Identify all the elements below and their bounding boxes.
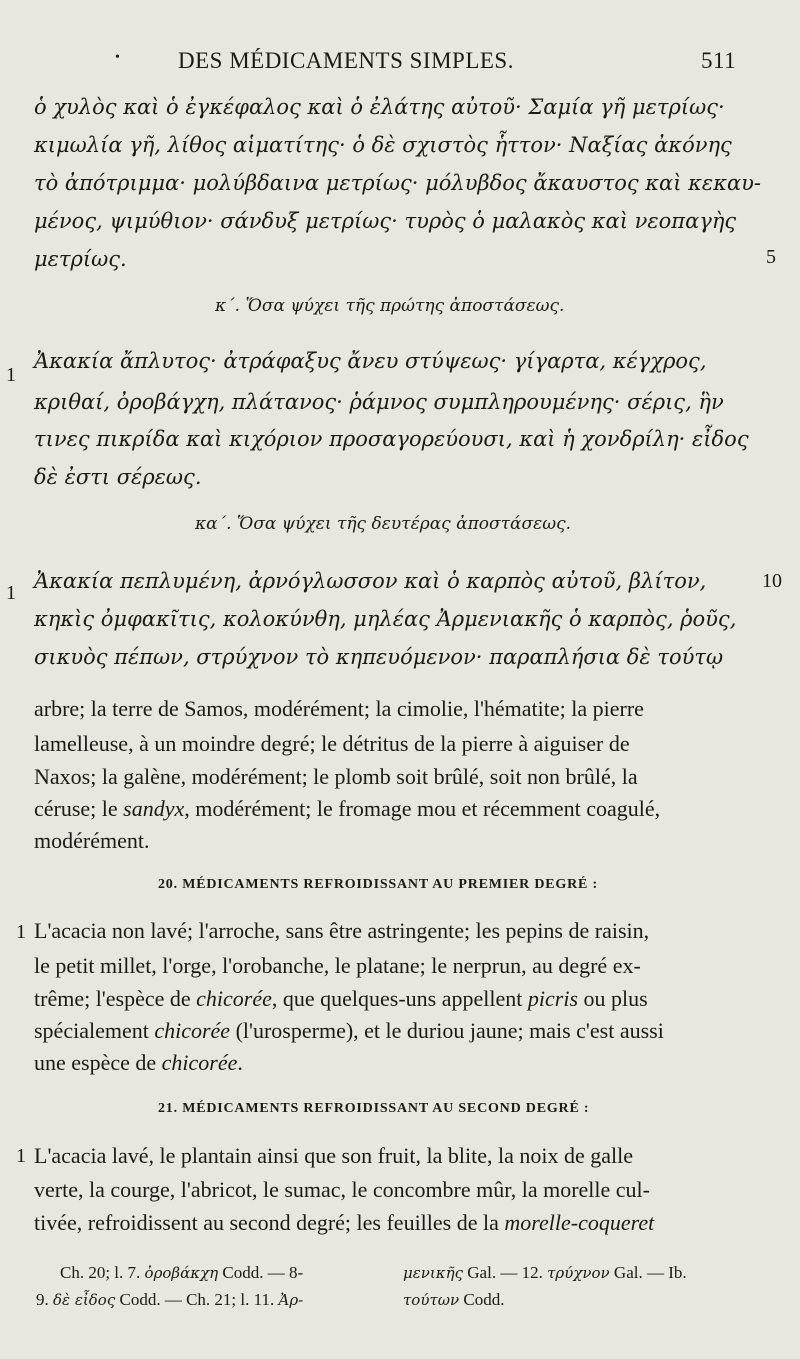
footnote-line: μενικῆς Gal. — 12. τρύχνον Gal. — Ib. (403, 1263, 687, 1282)
french-line: spécialement chicorée (l'urosperme), et le duriou jaune; mais c'est aussi (34, 1018, 664, 1043)
running-header (0, 42, 800, 82)
french-line: le petit millet, l'orge, l'orobanche, le platane; le nerprun, au degré ex- (34, 953, 641, 978)
french-section-heading: 21. MÉDICAMENTS REFROIDISSANT AU SECOND DEGRÉ : (158, 1101, 590, 1116)
greek-line: τινες πικρίδα καὶ κιχόριον προσαγορεύουσι, καὶ ἡ χονδρίλη· εἶδος (34, 427, 749, 451)
line-number-margin: 5 (766, 246, 776, 268)
french-line: modérément. (34, 828, 150, 853)
line-number-margin: 1 (6, 364, 16, 386)
footnote-line: 9. δὲ εἶδος Codd. — Ch. 21; l. 11. Ἀρ- (36, 1290, 304, 1309)
footnote-line: τούτων Codd. (403, 1290, 505, 1309)
french-line: une espèce de chicorée. (34, 1050, 243, 1075)
greek-section-heading: κ΄. Ὅσα ψύχει τῆς πρώτης ἀποστάσεως. (215, 296, 565, 316)
header-ornament: • (115, 50, 121, 65)
greek-line: μετρίως. (34, 247, 127, 271)
line-number-margin: 1 (16, 921, 26, 943)
greek-line: κηκὶς ὀμφακῖτις, κολοκύνθη, μηλέας Ἀρμενιακῆς ὁ καρπὸς, ῥοῦς, (34, 607, 737, 631)
greek-line: σικυὸς πέπων, στρύχνον τὸ κηπευόμενον· παραπλήσια δὲ τούτῳ (34, 645, 724, 669)
french-line: L'acacia non lavé; l'arroche, sans être astringente; les pepins de raisin, (34, 918, 650, 943)
greek-line: τὸ ἀπότριμμα· μολύβδαινα μετρίως· μόλυβδος ἄκαυστος καὶ κεκαυ- (34, 171, 762, 195)
greek-line: μένος, ψιμύθιον· σάνδυξ μετρίως· τυρὸς ὁ μαλακὸς καὶ νεοπαγὴς (34, 209, 737, 233)
greek-line: κιμωλία γῆ, λίθος αἱματίτης· ὁ δὲ σχιστὸς ἧττον· Ναξίας ἀκόνης (34, 133, 732, 157)
line-number-margin: 10 (762, 570, 782, 592)
page-number: 511 (701, 48, 737, 73)
footnote-line: Ch. 20; l. 7. ὀροβάκχη Codd. — 8- (60, 1263, 304, 1282)
french-section-heading: 20. MÉDICAMENTS REFROIDISSANT AU PREMIER DEGRÉ : (158, 877, 598, 892)
french-line: céruse; le sandyx, modérément; le fromage mou et récemment coagulé, (34, 796, 661, 821)
greek-line: Ἀκακία πεπλυμένη, ἀρνόγλωσσον καὶ ὁ καρπὸς αὐτοῦ, βλίτον, (34, 569, 707, 593)
greek-section-heading: κα΄. Ὅσα ψύχει τῆς δευτέρας ἀποστάσεως. (195, 514, 571, 534)
french-line: tivée, refroidissent au second degré; les feuilles de la morelle-coqueret (34, 1210, 655, 1235)
greek-line: ὁ χυλὸς καὶ ὁ ἐγκέφαλος καὶ ὁ ἐλάτης αὐτοῦ· Σαμία γῆ μετρίως· (34, 95, 725, 119)
greek-line: κριθαί, ὀροβάγχη, πλάτανος· ῥάμνος συμπληρουμένης· σέρις, ἣν (34, 390, 724, 414)
greek-line: δὲ ἐστι σέρεως. (34, 465, 202, 489)
french-line: L'acacia lavé, le plantain ainsi que son fruit, la blite, la noix de galle (34, 1143, 633, 1168)
line-number-margin: 1 (16, 1145, 26, 1167)
running-title: DES MÉDICAMENTS SIMPLES. (178, 48, 514, 73)
french-line: trême; l'espèce de chicorée, que quelques-uns appellent picris ou plus (34, 986, 648, 1011)
french-line: lamelleuse, à un moindre degré; le détritus de la pierre à aiguiser de (34, 731, 630, 756)
french-line: Naxos; la galène, modérément; le plomb soit brûlé, soit non brûlé, la (34, 764, 638, 789)
greek-line: Ἀκακία ἄπλυτος· ἀτράφαξυς ἄνευ στύψεως· γίγαρτα, κέγχρος, (34, 349, 707, 373)
french-line: verte, la courge, l'abricot, le sumac, le concombre mûr, la morelle cul- (34, 1177, 650, 1202)
french-line: arbre; la terre de Samos, modérément; la cimolie, l'hématite; la pierre (34, 696, 644, 721)
line-number-margin: 1 (6, 582, 16, 604)
